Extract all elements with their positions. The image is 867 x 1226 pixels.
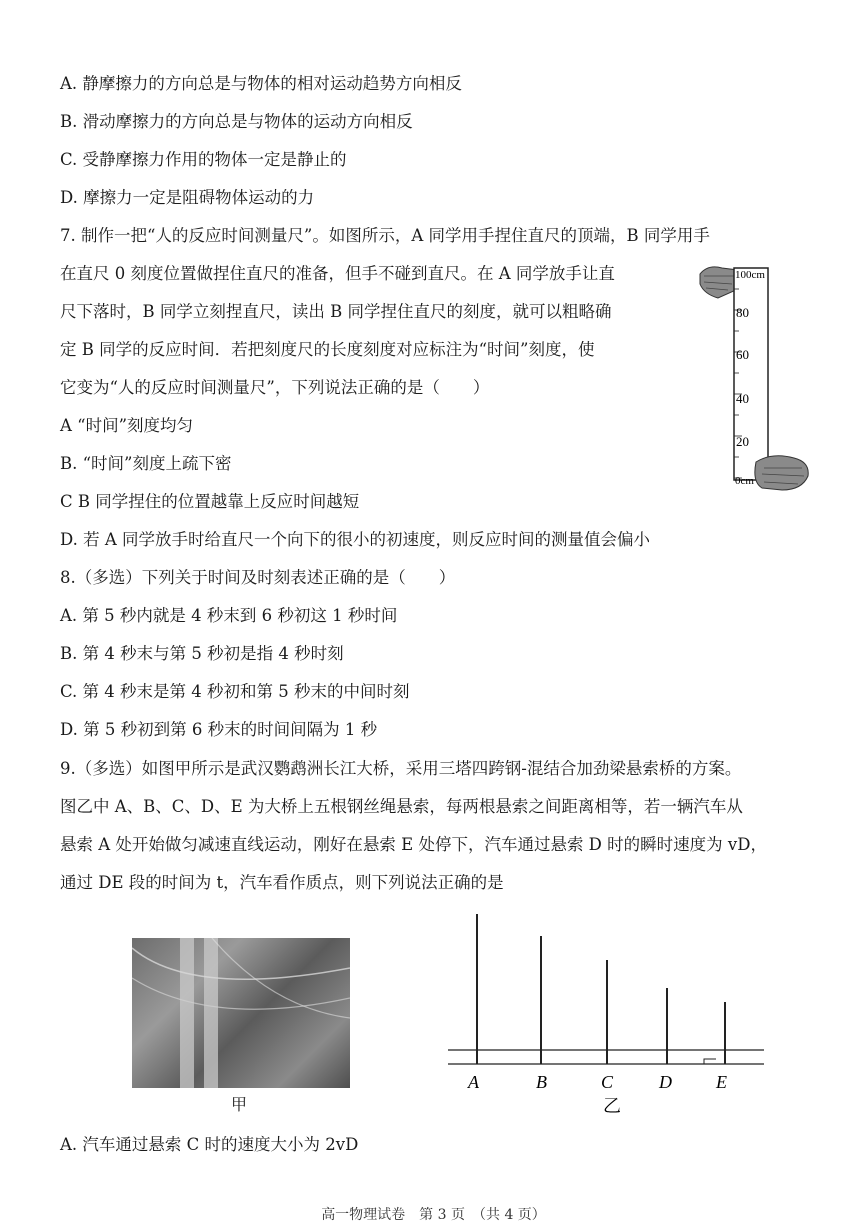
ruler-bottom-label: 0cm (735, 475, 754, 487)
q8-option-b: B. 第 4 秒末与第 5 秒初是指 4 秒时刻 (60, 644, 344, 663)
q8-stem: 8.（多选）下列关于时间及时刻表述正确的是（ ） (60, 568, 456, 587)
q7-stem-line-1: 7. 制作一把“人的反应时间测量尺”。如图所示，A 同学用手捏住直尺的顶端，B 同学用手 (60, 226, 710, 245)
bridge-photo (132, 938, 350, 1088)
q9-stem-line-3: 悬索 A 处开始做匀减速直线运动，刚好在悬索 E 处停下，汽车通过悬索 D 时的瞬时速度为 vD， (60, 835, 767, 854)
ruler-top-label: 100cm (735, 269, 765, 281)
ruler-tick-80: 80 (736, 305, 749, 320)
caption-jia: 甲 (231, 1095, 248, 1114)
q8-option-d: D. 第 5 秒初到第 6 秒末的时间间隔为 1 秒 (60, 720, 378, 739)
q6-option-c: C. 受静摩擦力作用的物体一定是静止的 (60, 150, 347, 169)
q9-stem-line-2: 图乙中 A、B、C、D、E 为大桥上五根钢丝绳悬索，每两根悬索之间距离相等，若一辆汽车从 (60, 797, 743, 816)
q9-stem-line-4: 通过 DE 段的时间为 t，汽车看作质点，则下列说法正确的是 (60, 873, 504, 892)
caption-yi: 乙 (603, 1096, 621, 1117)
q7-stem-line-2: 在直尺 0 刻度位置做捏住直尺的准备，但手不碰到直尺。在 A 同学放手让直 (60, 264, 615, 283)
cable-label-e: E (716, 1072, 727, 1092)
cable-label-d: D (659, 1072, 672, 1092)
cable-label-a: A (468, 1072, 479, 1092)
q8-option-a: A. 第 5 秒内就是 4 秒末到 6 秒初这 1 秒时间 (60, 606, 398, 625)
ruler-tick-40: 40 (736, 391, 749, 406)
q7-option-c: C B 同学捏住的位置越靠上反应时间越短 (60, 492, 360, 511)
ruler-figure (698, 262, 813, 494)
q6-option-d: D. 摩擦力一定是阻碍物体运动的力 (60, 188, 315, 207)
page-footer: 高一物理试卷 第 3 页 （共 4 页） (321, 1207, 546, 1223)
q7-stem-line-3: 尺下落时，B 同学立刻捏直尺，读出 B 同学捏住直尺的刻度，就可以粗略确 (60, 302, 612, 321)
q9-option-a: A. 汽车通过悬索 C 时的速度大小为 2vD (60, 1135, 359, 1154)
q7-stem-line-5: 它变为“人的反应时间测量尺”，下列说法正确的是（ ） (60, 378, 490, 397)
cable-label-c: C (601, 1072, 614, 1092)
cable-diagram (448, 912, 770, 1117)
q6-option-b: B. 滑动摩擦力的方向总是与物体的运动方向相反 (60, 112, 413, 131)
q9-stem-line-1: 9.（多选）如图甲所示是武汉鹦鹉洲长江大桥，采用三塔四跨钢-混结合加劲梁悬索桥的方案。 (60, 759, 742, 778)
ruler-tick-20: 20 (736, 434, 749, 449)
q7-option-a: A “时间”刻度均匀 (60, 416, 194, 435)
ruler-tick-60: 60 (736, 347, 749, 362)
bottom-hand-icon (755, 456, 808, 490)
q8-option-c: C. 第 4 秒末是第 4 秒初和第 5 秒末的中间时刻 (60, 682, 410, 701)
q6-option-a: A. 静摩擦力的方向总是与物体的相对运动趋势方向相反 (60, 74, 462, 93)
q7-stem-line-4: 定 B 同学的反应时间．若把刻度尺的长度刻度对应标注为“时间”刻度，使 (60, 340, 595, 359)
q7-option-d: D. 若 A 同学放手时给直尺一个向下的很小的初速度，则反应时间的测量值会偏小 (60, 530, 651, 549)
q7-option-b: B. “时间”刻度上疏下密 (60, 454, 232, 473)
cable-label-b: B (536, 1072, 547, 1092)
